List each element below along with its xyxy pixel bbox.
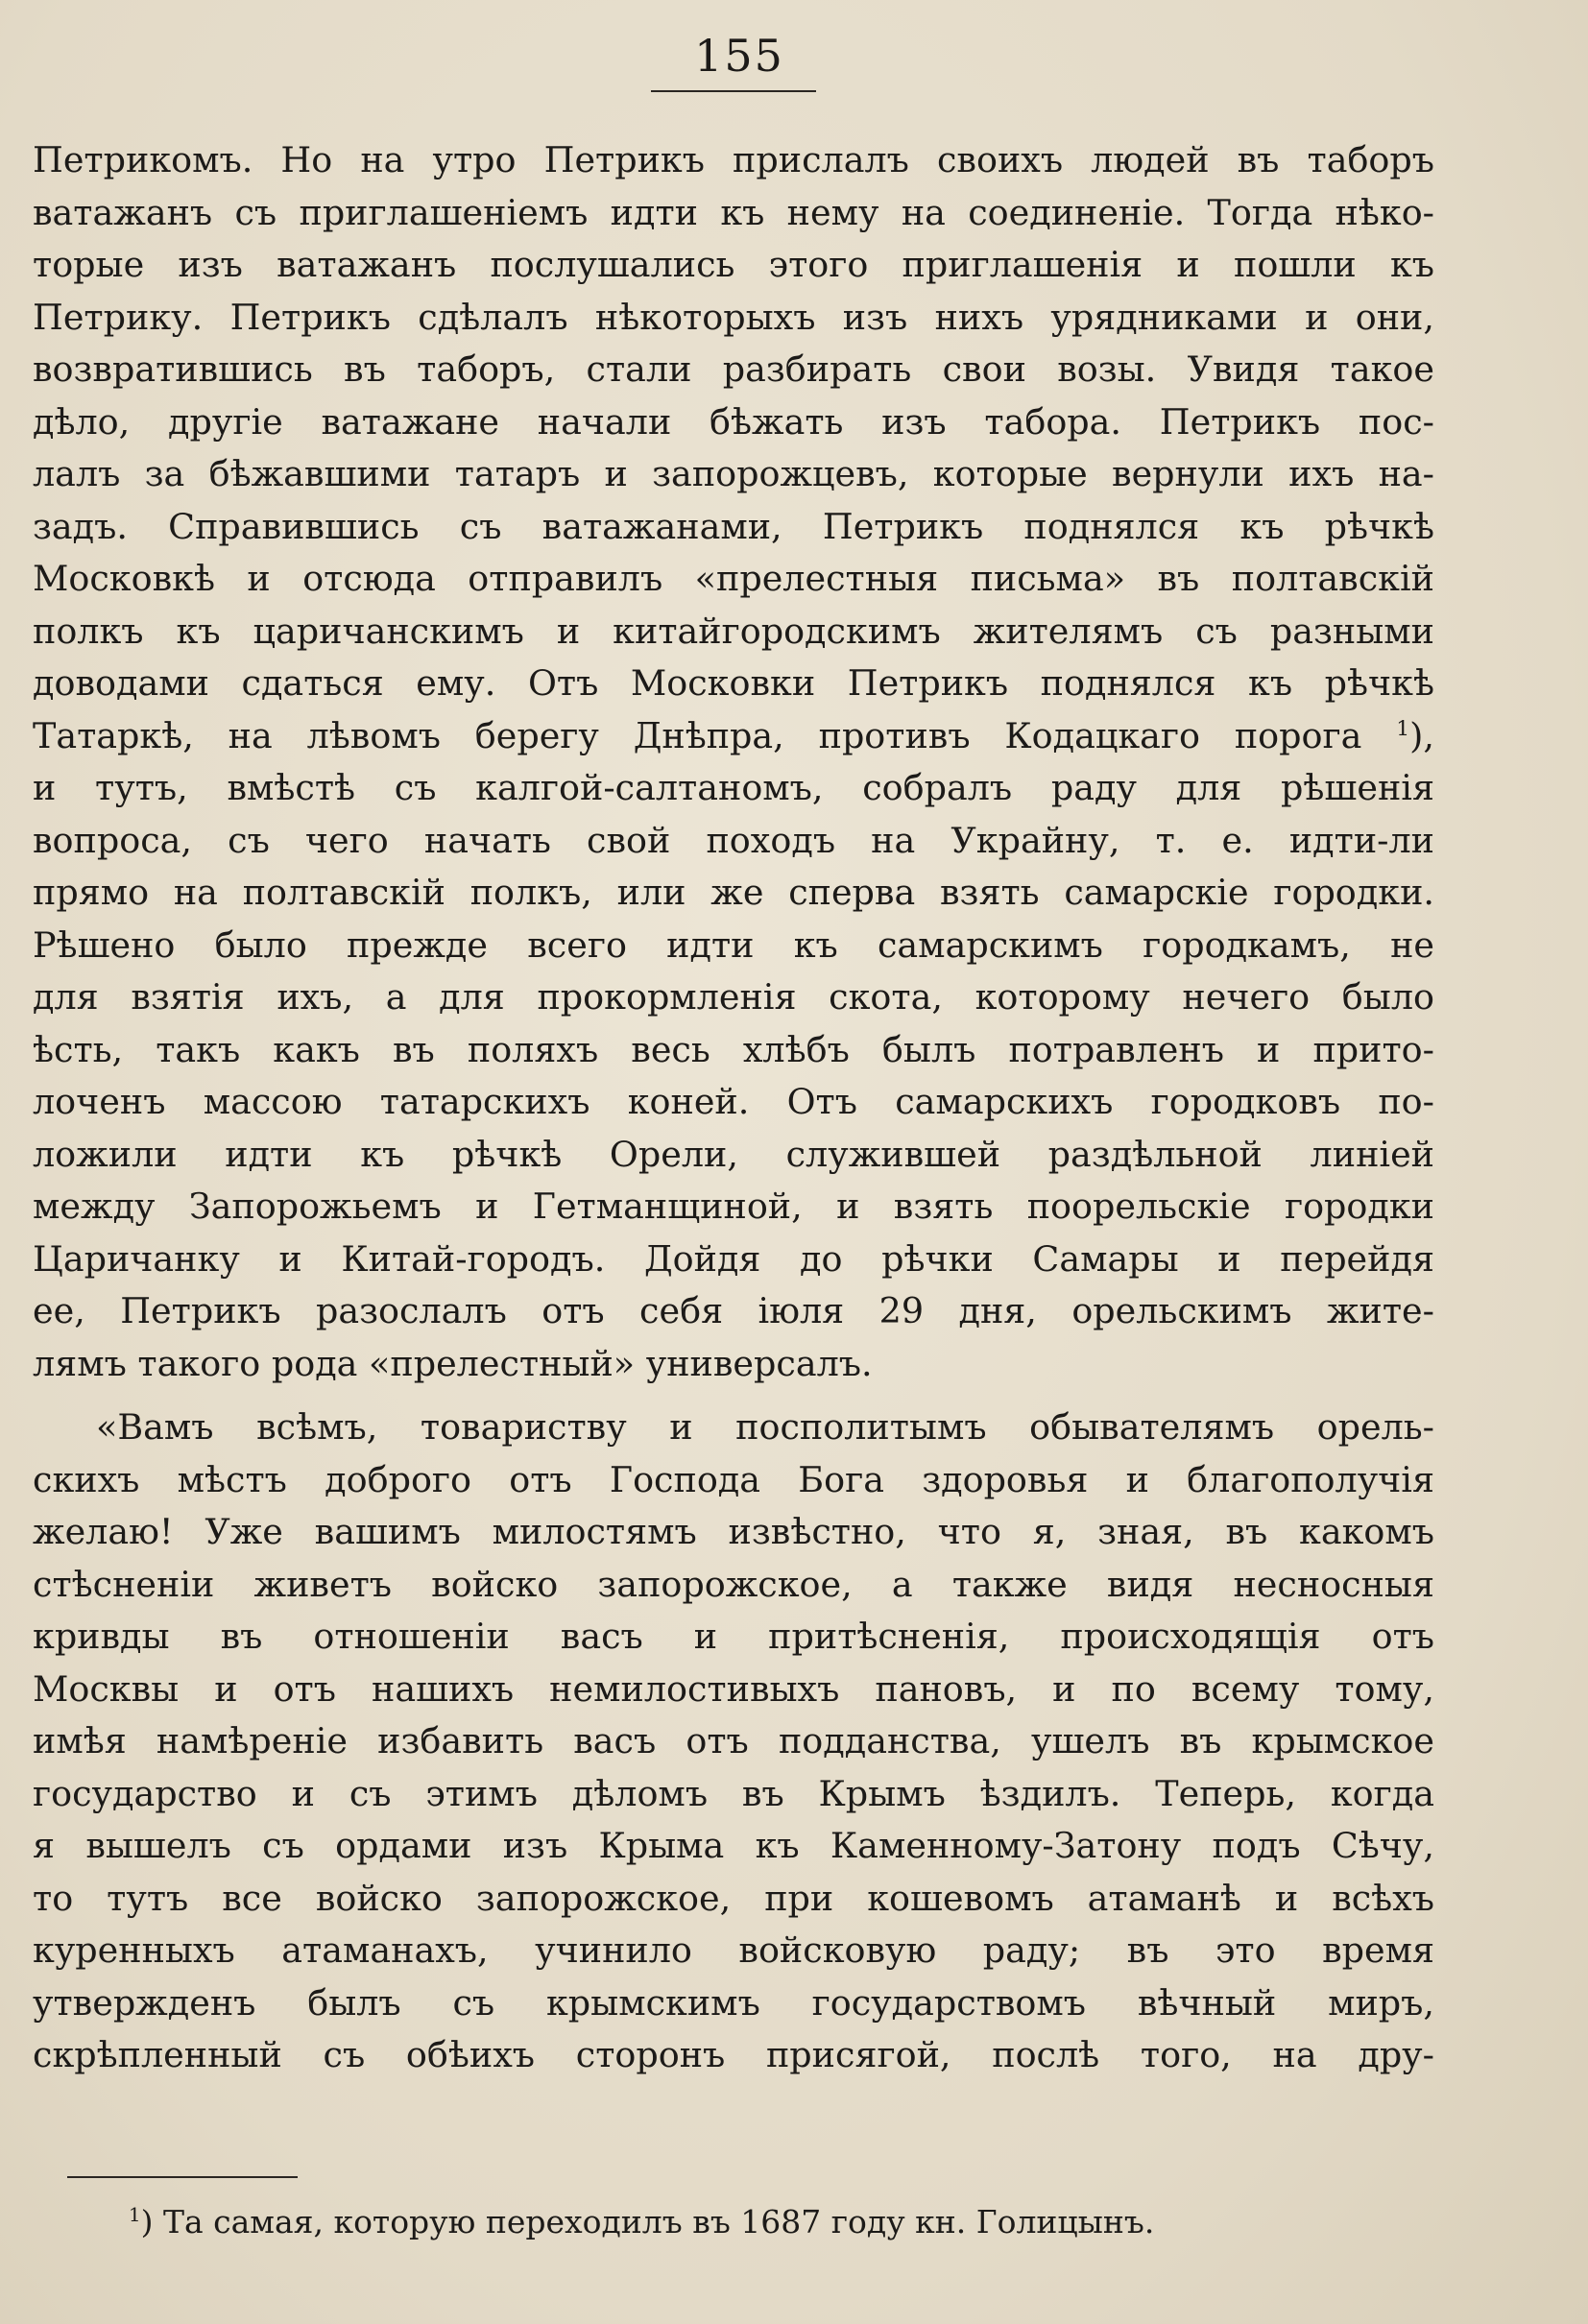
footnote-rule: [67, 2176, 298, 2178]
text-line: вопроса, съ чего начать свой походъ на Украйну, т. е. идти-ли: [33, 819, 1434, 861]
text-line: то тутъ все войско запорожское, при кошевомъ атаманѣ и всѣхъ: [33, 1877, 1434, 1919]
text-line: задъ. Справившись съ ватажанами, Петрикъ поднялся къ рѣчкѣ: [33, 505, 1434, 547]
text-line: ватажанъ съ приглашеніемъ идти къ нему на соединеніе. Тогда нѣко-: [33, 191, 1434, 233]
text-line: «Вамъ всѣмъ, товариству и посполитымъ обывателямъ орель-: [96, 1406, 1434, 1448]
text-line: возвратившись въ таборъ, стали разбирать свои возы. Увидя такое: [33, 348, 1434, 390]
text-line: для взятія ихъ, а для прокормленія скота, которому нечего было: [33, 976, 1434, 1018]
text-line: доводами сдаться ему. Отъ Московки Петрикъ поднялся къ рѣчкѣ: [33, 662, 1434, 704]
header-rule: [651, 90, 816, 92]
text-line: лоченъ массою татарскихъ коней. Отъ самарскихъ городковъ по-: [33, 1081, 1434, 1122]
footnote-reference: 1: [1396, 716, 1410, 741]
text-line: я вышелъ съ ордами изъ Крыма къ Каменному-Затону подъ Сѣчу,: [33, 1825, 1434, 1866]
text-line: ложили идти къ рѣчкѣ Орели, служившей раздѣльной линіей: [33, 1133, 1434, 1175]
text-line: лямъ такого рода «прелестный» универсалъ.: [33, 1342, 873, 1384]
text-line: имѣя намѣреніе избавить васъ отъ подданства, ушелъ въ крымское: [33, 1720, 1434, 1761]
footnote-marker: 1: [129, 2204, 141, 2226]
text-line: прямо на полтавскій полкъ, или же сперва взять самарскіе городки.: [33, 872, 1434, 913]
text-line: желаю! Уже вашимъ милостямъ извѣстно, что я, зная, въ какомъ: [33, 1511, 1434, 1552]
text-line: кривды въ отношеніи васъ и притѣсненія, происходящія отъ: [33, 1616, 1434, 1657]
text-line: ее, Петрикъ разослалъ отъ себя іюля 29 дня, орельскимъ жите-: [33, 1290, 1434, 1331]
text-line: Московкѣ и отсюда отправилъ «прелестныя письма» въ полтавскій: [33, 558, 1434, 599]
page-number: 155: [694, 30, 784, 82]
text-line: Москвы и отъ нашихъ немилостивыхъ пановъ, и по всему тому,: [33, 1667, 1434, 1710]
text-line: скрѣпленный съ обѣихъ сторонъ присягой, послѣ того, на дру-: [33, 2034, 1434, 2075]
footnote-text: Та самая, которую переходилъ въ 1687 году кн. Голицынъ.: [162, 2203, 1155, 2240]
text-line: Рѣшено было прежде всего идти къ самарскимъ городкамъ, не: [33, 923, 1434, 966]
text-line: скихъ мѣстъ доброго отъ Господа Бога здоровья и благополучія: [33, 1458, 1434, 1500]
text-line: ѣсть, такъ какъ въ поляхъ весь хлѣбъ былъ потравленъ и прито-: [33, 1028, 1434, 1070]
text-line: Петрикомъ. Но на утро Петрикъ прислалъ своихъ людей въ таборъ: [33, 139, 1434, 180]
text-line: и тутъ, вмѣстѣ съ калгой-салтаномъ, собралъ раду для рѣшенія: [33, 767, 1434, 808]
text-line-with-footnote-ref: Татаркѣ, на лѣвомъ берегу Днѣпра, противъ Кодацкаго порога $^1$),: [33, 714, 1434, 756]
text-line: государство и съ этимъ дѣломъ въ Крымъ ѣздилъ. Теперь, когда: [33, 1772, 1434, 1814]
text-line: стѣсненіи живетъ войско запорожское, а также видя несносныя: [33, 1563, 1434, 1605]
main-text: [33, 134, 1434, 2082]
text-line: полкъ къ царичанскимъ и китайгородскимъ жителямъ съ разными: [33, 610, 1434, 652]
paragraph-gap: [33, 1390, 1434, 1402]
text-line: торые изъ ватажанъ послушались этого приглашенія и пошли къ: [33, 244, 1434, 285]
text-line: между Запорожьемъ и Гетманщиной, и взять поорельскіе городки: [33, 1186, 1434, 1227]
text-line: лалъ за бѣжавшими татаръ и запорожцевъ, которые вернули ихъ на-: [33, 453, 1434, 494]
footnote-marker-suffix: ): [140, 2203, 154, 2240]
footnote-reference-suffix: ): [1409, 714, 1424, 756]
footnote: [129, 2198, 1154, 2246]
text-line: дѣло, другіе ватажане начали бѣжать изъ табора. Петрикъ пос-: [33, 400, 1434, 443]
text-line: Царичанку и Китай-городъ. Дойдя до рѣчки Самары и перейдя: [33, 1237, 1434, 1280]
text-line-content: Татаркѣ, на лѣвомъ берегу Днѣпра, противъ Кодацкаго порога: [33, 714, 1362, 756]
text-line: Петрику. Петрикъ сдѣлалъ нѣкоторыхъ изъ нихъ урядниками и они,: [33, 296, 1434, 338]
text-line: утвержденъ былъ съ крымскимъ государствомъ вѣчный миръ,: [33, 1981, 1434, 2024]
text-line: куренныхъ атаманахъ, учинило войсковую раду; въ это время: [33, 1929, 1434, 1971]
